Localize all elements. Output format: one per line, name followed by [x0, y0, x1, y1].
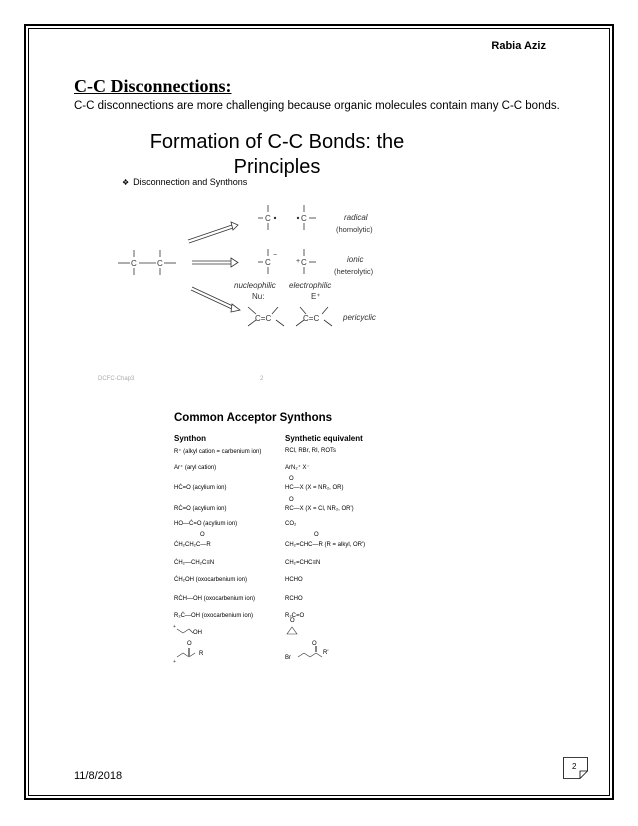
equivalent-row-12: Br — [285, 655, 291, 661]
synthon-row-10: R₂Ċ—OH (oxocarbenium ion) — [174, 613, 254, 619]
synthon-row-12: R — [199, 651, 204, 657]
equivalent-row-8: HCHO — [285, 577, 303, 583]
alkene-left: C=C — [255, 314, 272, 323]
allyl-alcohol-skeletal-icon — [172, 622, 212, 640]
carbonyl-o-6b: O — [314, 532, 319, 538]
ketone-synthon-skeletal-icon — [172, 646, 212, 664]
r-prime-label: R' — [323, 650, 329, 656]
page-number: 2 — [572, 762, 577, 771]
epoxide-o: O — [290, 618, 295, 624]
synthon-row-4: RĊ=O (acylium ion) — [174, 506, 227, 512]
slide-footer-number: 2 — [260, 376, 264, 382]
equivalent-row-3: HC—X (X = NR₂, OR) — [285, 485, 344, 491]
radical-dot-icon — [297, 217, 299, 219]
carbonyl-o-4: O — [289, 497, 294, 503]
slide-title — [142, 130, 412, 180]
label-heterolytic: (heterolytic) — [334, 267, 374, 276]
disconnection-scheme — [100, 195, 420, 345]
label-radical: radical — [344, 213, 368, 222]
label-ionic: ionic — [347, 255, 364, 264]
synthon-row-3: HĊ=O (acylium ion) — [174, 485, 227, 491]
label-homolytic: (homolytic) — [336, 225, 373, 234]
equivalent-row-1: RCl, RBr, RI, ROTs — [285, 448, 337, 454]
atom-c-left: C — [131, 259, 137, 268]
radical-c-left: C — [265, 214, 271, 223]
equivalent-row-7: CH₂=CHC≡N — [285, 560, 321, 566]
synthon-row-1: R⁺ (alkyl cation = carbenium ion) — [174, 449, 262, 455]
synthon-row-7: ĊH₂—CH₂C≡N — [174, 560, 215, 566]
slide-footer-label: DCFC-Chap3 — [98, 376, 135, 382]
diamond-bullet-icon: ❖ — [122, 178, 130, 187]
acceptor-title: Common Acceptor Synthons — [174, 412, 333, 424]
slide-title-line2: Principles — [233, 156, 321, 178]
intro-paragraph: C-C disconnections are more challenging because organic molecules contain many C-C bonds. — [74, 100, 560, 112]
radical-c-right: C — [301, 214, 307, 223]
equivalent-row-6: CH₂=CHC—R (R = alkyl, OR') — [285, 542, 366, 548]
synthon-row-2: Ar⁺ (aryl cation) — [174, 465, 217, 471]
slide-bullet-text: Disconnection and Synthons — [133, 177, 248, 187]
radical-dot-icon — [274, 217, 276, 219]
alkene-right: C=C — [303, 314, 320, 323]
label-nucleophilic: nucleophilic — [234, 281, 276, 290]
column-header-equivalent: Synthetic equivalent — [285, 434, 363, 443]
plus-charge-icon: + — [296, 258, 301, 265]
synthon-row-11: OH — [193, 630, 202, 636]
minus-charge-icon: − — [273, 252, 278, 259]
synthon-row-9: RĊH—OH (oxocarbenium ion) — [174, 596, 256, 602]
slide-title-line1: Formation of C-C Bonds: the — [149, 131, 405, 153]
label-nu: Nu: — [252, 292, 265, 301]
svg-text:+: + — [173, 659, 176, 664]
synthon-row-6: ĊH₂CH₂C—R — [174, 542, 211, 548]
ketone-o-right: O — [312, 641, 317, 647]
equivalent-row-2: ArN₂⁺ X⁻ — [285, 465, 310, 471]
slide-bullet — [122, 177, 247, 187]
anion-c: C — [265, 258, 271, 267]
carbonyl-o-6a: O — [200, 532, 205, 538]
label-electrophilic: electrophilic — [289, 281, 332, 290]
author-name: Rabia Aziz — [491, 40, 546, 52]
synthon-row-8: ĊH₂OH (oxocarbenium ion) — [174, 577, 248, 583]
synthon-row-5: HO—Ċ=O (acylium ion) — [174, 521, 238, 527]
svg-text:+: + — [173, 624, 176, 630]
footer-date: 11/8/2018 — [74, 770, 123, 782]
carbonyl-o-3: O — [289, 476, 294, 482]
label-e-plus: E⁺ — [311, 292, 321, 301]
equivalent-row-5: CO₂ — [285, 521, 297, 527]
section-title: C-C Disconnections: — [74, 76, 232, 96]
equivalent-row-4: RC—X (X = Cl, NR₂, OR') — [285, 506, 354, 512]
cation-c: C — [301, 258, 307, 267]
equivalent-row-9: RCHO — [285, 596, 303, 602]
column-header-synthon: Synthon — [174, 434, 206, 443]
atom-c-right: C — [157, 259, 163, 268]
ketone-o-left: O — [187, 641, 192, 647]
bromoketone-skeletal-icon — [296, 646, 336, 664]
label-pericyclic: pericyclic — [343, 313, 376, 322]
equivalent-row-10: R₂C=O — [285, 613, 305, 619]
